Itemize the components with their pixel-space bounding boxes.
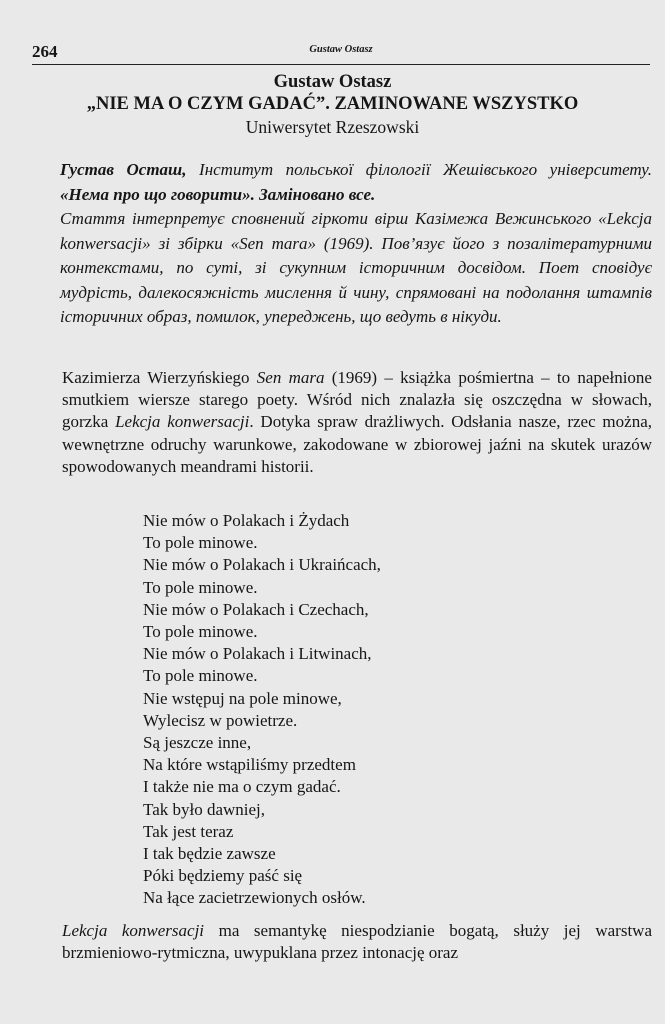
poem-line: Nie mów o Polakach i Czechach, <box>143 599 369 619</box>
poem-title: Lekcja konwersacji <box>62 921 205 940</box>
paragraph-text: Kazimierza Wierzyńskiego <box>62 368 257 387</box>
running-head: Gustaw Ostasz <box>309 44 373 55</box>
paragraph-text: ma semantykę niespodzianie bogatą, służy jej warstwa brzmieniowo-rytmiczna, uwypuklana przez intonację oraz <box>62 921 652 963</box>
abstract-text: Стаття інтерпретує сповнений гіркоти вірш Казімежа Вежинського «Lekcja konwersacji» зі збірки «Sen mara» (1969). Пов’язує його з позалітературними контекстами, по суті, зі сукупним історичним досвідом. Поет сповідує мудрість, далекосяжність мислення й чину, спрямовані на подолання штампів історичних образ, помилок, упереджень, що ведуть в нікуди. <box>60 209 652 326</box>
book-title: Sen mara <box>256 368 325 387</box>
abstract-heading <box>60 158 652 207</box>
poem-line: To pole minowe. <box>143 533 258 553</box>
paragraph-text: . Dotyka spraw drażliwych. Odsłania nasze, rzec można, wewnętrzne odruchy warunkowe, zakodowane w zbiorowej jaźni na skutek urazów spowodowanych meandrami historii. <box>62 412 652 476</box>
page-number: 264 <box>32 42 58 61</box>
abstract-author: Густав Осташ, <box>60 160 187 179</box>
article-author: Gustaw Ostasz <box>273 72 392 92</box>
poem-line: Są jeszcze inne, <box>143 733 252 753</box>
poem-line: Nie mów o Polakach i Żydach <box>143 511 350 530</box>
author-affiliation: Uniwersytet Rzeszowski <box>245 117 420 137</box>
page-header <box>32 42 650 65</box>
poem-line: Tak było dawniej, <box>143 799 266 819</box>
abstract <box>60 158 652 330</box>
poem-line: Nie mów o Polakach i Litwinach, <box>143 644 372 664</box>
poem-line: I także nie ma o czym gadać. <box>143 777 341 797</box>
paragraph-intro <box>62 367 652 478</box>
poem-line: Póki będziemy paść się <box>143 866 303 886</box>
paragraph-analysis <box>62 920 652 964</box>
poem-line: To pole minowe. <box>143 622 258 642</box>
poem-line: I tak będzie zawsze <box>143 844 276 864</box>
paragraph-text: (1969) – książka pośmiertna – to napełnione smutkiem wiersze starego poety. Wśród nich znalazła się oszczędna w słowach, gorzka <box>62 368 652 432</box>
abstract-institute: Інститут польської філології Жешівського університету. <box>186 160 652 179</box>
poem-line: Nie mów o Polakach i Ukraińcach, <box>143 555 381 575</box>
poem-line: Na które wstąpiliśmy przedtem <box>143 755 356 775</box>
poem-line: Nie wstępuj na pole minowe, <box>143 688 342 708</box>
abstract-title: «Нема про що говорити». Заміновано все. <box>60 184 376 204</box>
article-title: „NIE MA O CZYM GADAĆ”. ZAMINOWANE WSZYSTKO <box>86 94 579 114</box>
poem-line: Wylecisz w powietrze. <box>143 710 298 730</box>
poem-quote <box>143 510 381 910</box>
poem-line: To pole minowe. <box>143 666 258 686</box>
poem-line: Tak jest teraz <box>143 821 234 841</box>
poem-line: To pole minowe. <box>143 577 258 597</box>
poem-title: Lekcja konwersacji <box>115 412 250 432</box>
poem-line: Na łące zacietrzewionych osłów. <box>143 888 366 908</box>
